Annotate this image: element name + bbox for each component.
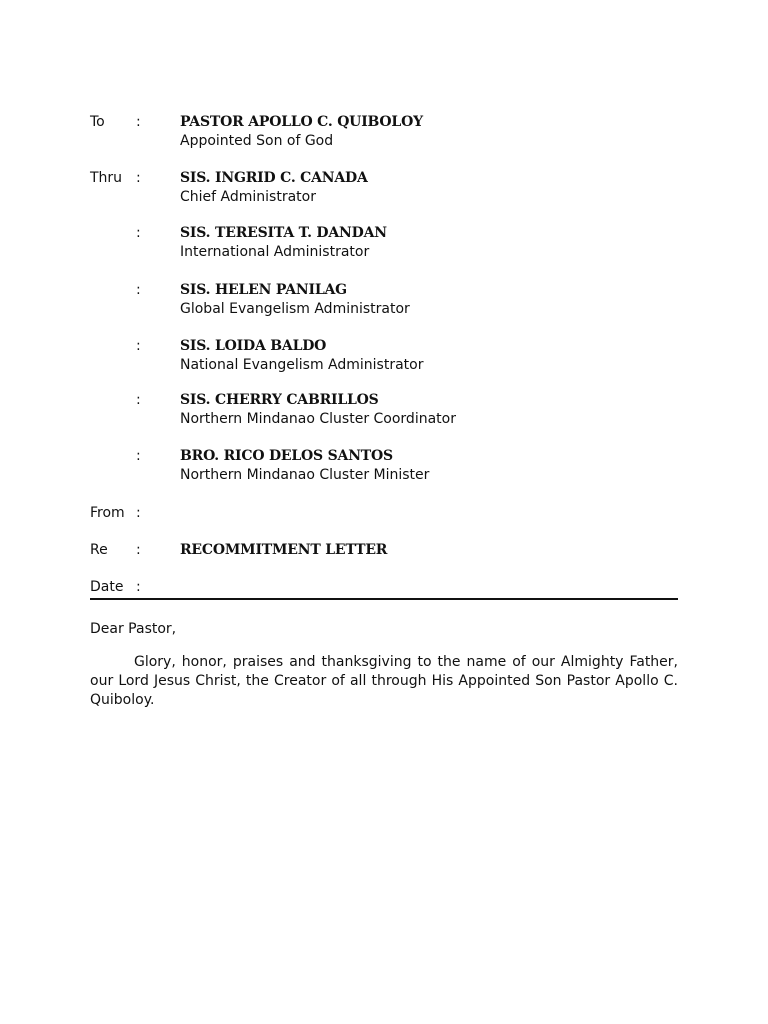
thru-recipient <box>180 224 680 262</box>
thru-colon: : <box>136 338 141 354</box>
recipient-title: Northern Mindanao Cluster Coordinator <box>180 411 456 427</box>
to-recipient <box>180 113 680 151</box>
thru-label: Thru <box>90 170 123 186</box>
subject-line: RECOMMITMENT LETTER <box>180 542 388 558</box>
to-colon: : <box>136 114 141 130</box>
recipient-name: SIS. INGRID C. CANADA <box>180 170 368 186</box>
re-label: Re <box>90 542 108 558</box>
recipient-title: Global Evangelism Administrator <box>180 301 410 317</box>
date-colon: : <box>136 579 141 595</box>
salutation: Dear Pastor, <box>90 621 177 637</box>
recipient-title: Chief Administrator <box>180 189 316 205</box>
body-paragraph: Glory, honor, praises and thanksgiving to the name of our Almighty Father, our Lord Jesus Christ, the Creator of all through His Appointed Son Pastor Apollo C. Quiboloy. <box>90 654 678 708</box>
recipient-title: Northern Mindanao Cluster Minister <box>180 467 430 483</box>
thru-recipient <box>180 169 680 207</box>
recipient-name: SIS. CHERRY CABRILLOS <box>180 392 379 408</box>
re-colon: : <box>136 542 141 558</box>
thru-colon: : <box>136 225 141 241</box>
thru-colon: : <box>136 392 141 408</box>
thru-recipient <box>180 391 680 429</box>
recipient-title: International Administrator <box>180 244 370 260</box>
thru-recipient <box>180 281 680 319</box>
recipient-title: National Evangelism Administrator <box>180 357 424 373</box>
header-divider <box>90 598 678 600</box>
recipient-name: BRO. RICO DELOS SANTOS <box>180 448 393 464</box>
recipient-name: PASTOR APOLLO C. QUIBOLOY <box>180 114 423 130</box>
thru-colon: : <box>136 448 141 464</box>
thru-recipient <box>180 447 680 485</box>
recipient-name: SIS. HELEN PANILAG <box>180 282 347 298</box>
from-label: From <box>90 505 125 521</box>
date-label: Date <box>90 579 124 595</box>
thru-recipient <box>180 337 680 375</box>
thru-colon: : <box>136 170 141 186</box>
from-colon: : <box>136 505 141 521</box>
recipient-name: SIS. TERESITA T. DANDAN <box>180 225 387 241</box>
thru-colon: : <box>136 282 141 298</box>
recipient-name: SIS. LOIDA BALDO <box>180 338 327 354</box>
recipient-title: Appointed Son of God <box>180 133 334 149</box>
to-label: To <box>90 114 105 130</box>
